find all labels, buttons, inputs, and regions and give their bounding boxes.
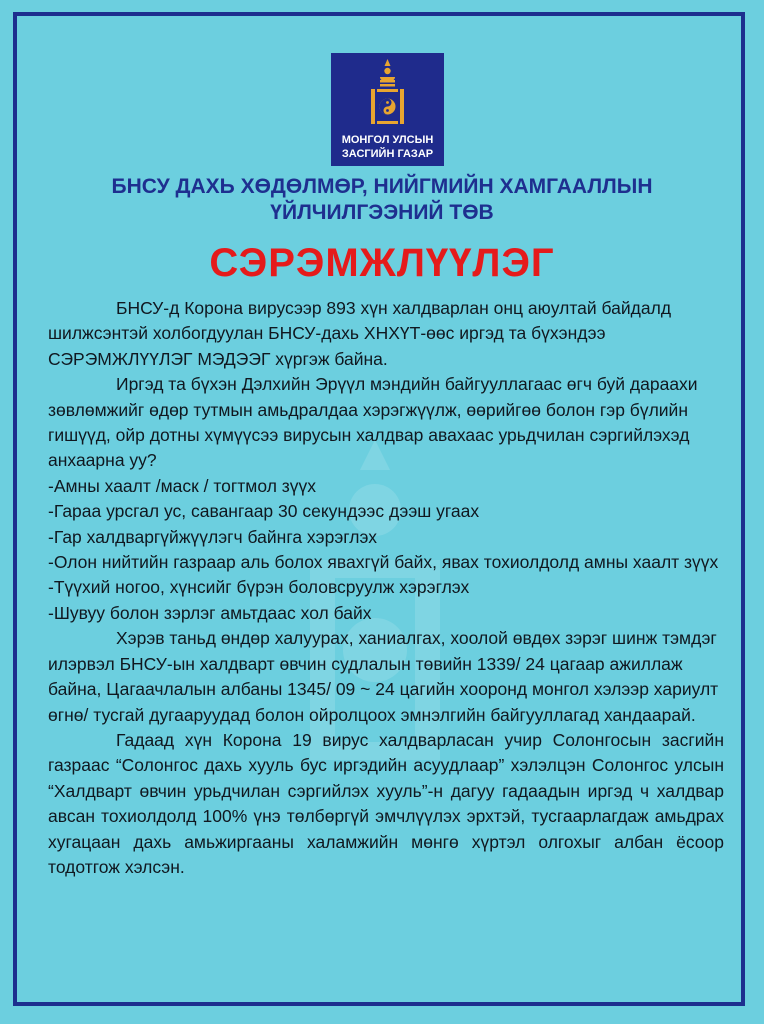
paragraph-symptoms: Хэрэв таньд өндөр халуурах, ханиалгах, хоолой өвдөх зэрэг шинж тэмдэг илэрвэл БНСУ-ын халдварт өвчин судлалын төвийн 1339/ 24 цагаар ажиллаж байна, Цагаачлалын албаны 1345/ 09 ~ 24 цагийн хооронд монгол хэлээр хариулт өгнө/ тусгай дугааруудад болон ойролцоох эмнэлгийн байгууллагад хандаарай. xyxy=(48,628,719,725)
soyombo-icon xyxy=(331,53,444,133)
logo-line-1: МОНГОЛ УЛСЫН xyxy=(341,134,434,146)
logo-line-2: ЗАСГИЙН ГАЗАР xyxy=(341,148,434,160)
bullet-item: -Түүхий ногоо, хүнсийг бүрэн боловсруулж хэрэглэх xyxy=(48,577,470,598)
bullet-item: -Гараа урсгал ус, савангаар 30 секундээс дээш угаах xyxy=(48,501,480,522)
paragraph-advice: Иргэд та бүхэн Дэлхийн Эрүүл мэндийн байгууллагаас өгч буй дараахи зөвлөмжийг өдөр тутмын амьдралдаа хэрэгжүүлж, өөрийгөө болон гэр бүлийн гишүүд, ойр дотны хүмүүсээ вирусын халдвар авахаас урьдчилан сэргийлэхэд анхаарна уу? xyxy=(48,374,698,471)
logo-text xyxy=(331,133,444,161)
paragraph-foreign-citizens: Гадаад хүн Корона 19 вирус халдварласан учир Солонгосын засгийн газраас “Солонгос дахь хууль бус иргэдийн асуудлаар” хэлэлцэн Солонгос улсын “Халдварт өвчин урьдчилан сэргийлэх хууль”-н дагуу гадаадын иргэд ч халдвар авсан тохиолдолд 100% үнэ төлбөргүй эмчлүүлэх эрхтэй, тусгаарлагдаж амьдрах хугацаан дахь амьжиргааны халамжийн мөнгө хүртэл олгохыг албан ёсоор тодотгож хэлсэн. xyxy=(48,729,724,877)
bullet-item: -Амны хаалт /маск / тогтмол зүүх xyxy=(48,475,317,496)
bullet-item: -Гар халдваргүйжүүлэгч байнга хэрэглэх xyxy=(48,526,377,547)
organization-heading xyxy=(40,174,724,226)
page-title: СЭРЭМЖЛҮҮЛЭГ xyxy=(209,241,555,285)
paragraph-intro: БНСУ-д Корона вирусээр 893 хүн халдварлан онц аюултай байдалд шилжсэнтэй холбогдуулан БНСУ-дахь ХНХҮТ-өөс иргэд та бүхэндээ СЭРЭМЖЛҮҮЛЭГ МЭДЭЭГ хүргэж байна. xyxy=(48,298,672,369)
notice-body xyxy=(48,296,724,880)
government-logo xyxy=(331,53,444,166)
bullet-item: -Шувуу болон зэрлэг амьтдаас хол байх xyxy=(48,602,372,623)
heading-line-2: ҮЙЛЧИЛГЭЭНИЙ ТӨВ xyxy=(270,201,494,224)
bullet-item: -Олон нийтийн газраар аль болох явахгүй байх, явах тохиолдолд амны хаалт зүүх xyxy=(48,552,719,573)
heading-line-1: БНСУ ДАХЬ ХӨДӨЛМӨР, НИЙГМИЙН ХАМГААЛЛЫН xyxy=(111,175,653,198)
